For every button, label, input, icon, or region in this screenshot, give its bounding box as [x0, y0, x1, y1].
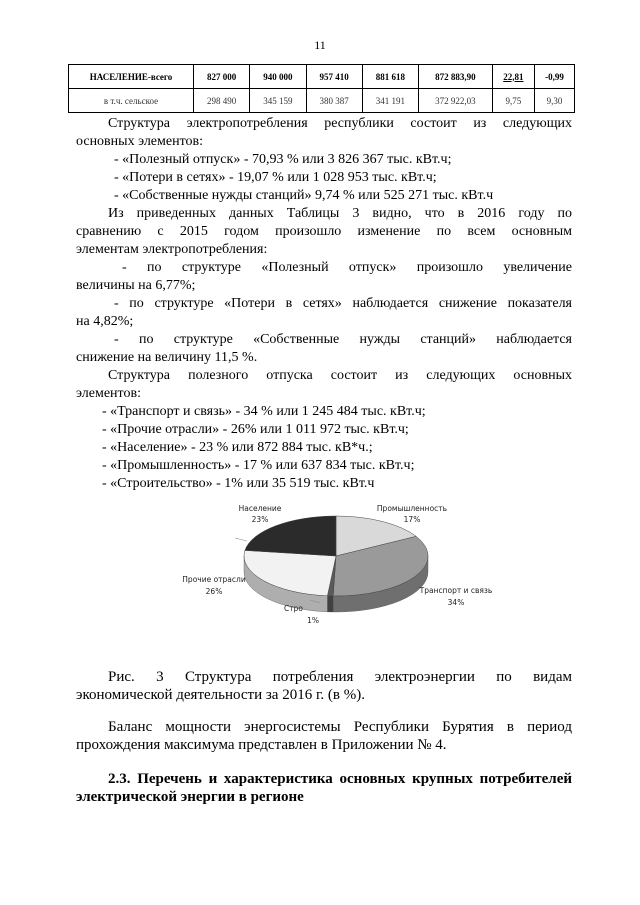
pie-slice-side: [327, 596, 333, 612]
pie-label-pct: 23%: [251, 515, 269, 524]
pie-label-name: Население: [238, 504, 282, 513]
leader-line: [235, 538, 247, 541]
pie-label-name: Прочие отрасли: [182, 575, 246, 584]
pie-label-pct: 26%: [205, 587, 223, 596]
pie-label-pct: 34%: [447, 598, 465, 607]
table-cell: 9,75: [492, 89, 534, 113]
paragraph-line: на 4,82%;: [76, 314, 134, 329]
table-cell: 298 490: [194, 89, 250, 113]
list-item: - «Строительство» - 1% или 35 519 тыс. кВт.ч: [102, 476, 375, 491]
list-item: - «Прочие отрасли» - 26% или 1 011 972 тыс. кВт.ч;: [102, 422, 409, 437]
section-heading: 2.3. Перечень и характеристика основных крупных потребителей: [108, 771, 572, 787]
table-cell: 9,30: [534, 89, 574, 113]
table-cell-label: в т.ч. сельское: [69, 89, 194, 113]
paragraph-line: снижение на величину 11,5 %.: [76, 350, 258, 365]
table-cell: 372 922,03: [419, 89, 493, 113]
paragraph-line: элементов:: [76, 386, 141, 401]
table-cell: 341 191: [362, 89, 418, 113]
table-cell: 22,81: [492, 65, 534, 89]
table-cell: 345 159: [250, 89, 306, 113]
list-item: - «Промышленность» - 17 % или 637 834 тыс. кВт.ч;: [102, 458, 415, 473]
table-cell: 872 883,90: [419, 65, 493, 89]
paragraph-line: элементам электропотребления:: [76, 242, 268, 257]
table-cell: 940 000: [250, 65, 306, 89]
paragraph-line: Из приведенных данных Таблицы 3 видно, что в 2016 году по: [108, 206, 572, 221]
pie-label-name: Промышленность: [376, 504, 448, 513]
paragraph-line: - по структуре «Собственные нужды станций» наблюдается: [114, 332, 572, 347]
list-item: - «Население» - 23 % или 872 884 тыс. кВ*ч.;: [102, 440, 373, 455]
pie-label-pct: 1%: [307, 616, 319, 625]
pie-label-name: Стро: [284, 604, 303, 613]
pie-chart-slices: [244, 516, 428, 612]
table-cell: 827 000: [194, 65, 250, 89]
table-cell: 380 387: [306, 89, 362, 113]
pie-label-name: Транспорт и связь: [419, 586, 493, 595]
list-item: - «Транспорт и связь» - 34 % или 1 245 484 тыс. кВт.ч;: [102, 404, 426, 419]
figure-caption: экономической деятельности за 2016 г. (в %).: [76, 687, 365, 703]
paragraph-line: величины на 6,77%;: [76, 278, 196, 293]
paragraph-line: Структура полезного отпуска состоит из следующих основных: [108, 368, 572, 383]
paragraph-line: Структура электропотребления республики состоит из следующих: [108, 116, 572, 131]
table-cell-label: НАСЕЛЕНИЕ-всего: [69, 65, 194, 89]
paragraph-line: - по структуре «Потери в сетях» наблюдается снижение показателя: [114, 296, 572, 311]
list-item: - «Собственные нужды станций» 9,74 % или 525 271 тыс. кВт.ч: [114, 188, 494, 203]
paragraph-line: Баланс мощности энергосистемы Республики Бурятия в период: [108, 719, 572, 735]
pie-label-pct: 17%: [403, 515, 421, 524]
paragraph-line: основных элементов:: [76, 134, 204, 149]
list-item: - «Потери в сетях» - 19,07 % или 1 028 953 тыс. кВт.ч;: [114, 170, 437, 185]
table-cell: -0,99: [534, 65, 574, 89]
table-cell: 957 410: [306, 65, 362, 89]
table-cell: 881 618: [362, 65, 418, 89]
paragraph-line: сравнению с 2015 годом произошло изменение по всем основным: [76, 224, 572, 239]
section-heading: электрической энергии в регионе: [76, 789, 304, 805]
figure-caption: Рис. 3 Структура потребления электроэнергии по видам: [108, 669, 572, 685]
list-item: - «Полезный отпуск» - 70,93 % или 3 826 367 тыс. кВт.ч;: [114, 152, 452, 167]
page-number: 11: [314, 38, 326, 52]
paragraph-line: - по структуре «Полезный отпуск» произошло увеличение: [122, 260, 572, 275]
paragraph-line: прохождения максимума представлен в Приложении № 4.: [76, 737, 447, 753]
